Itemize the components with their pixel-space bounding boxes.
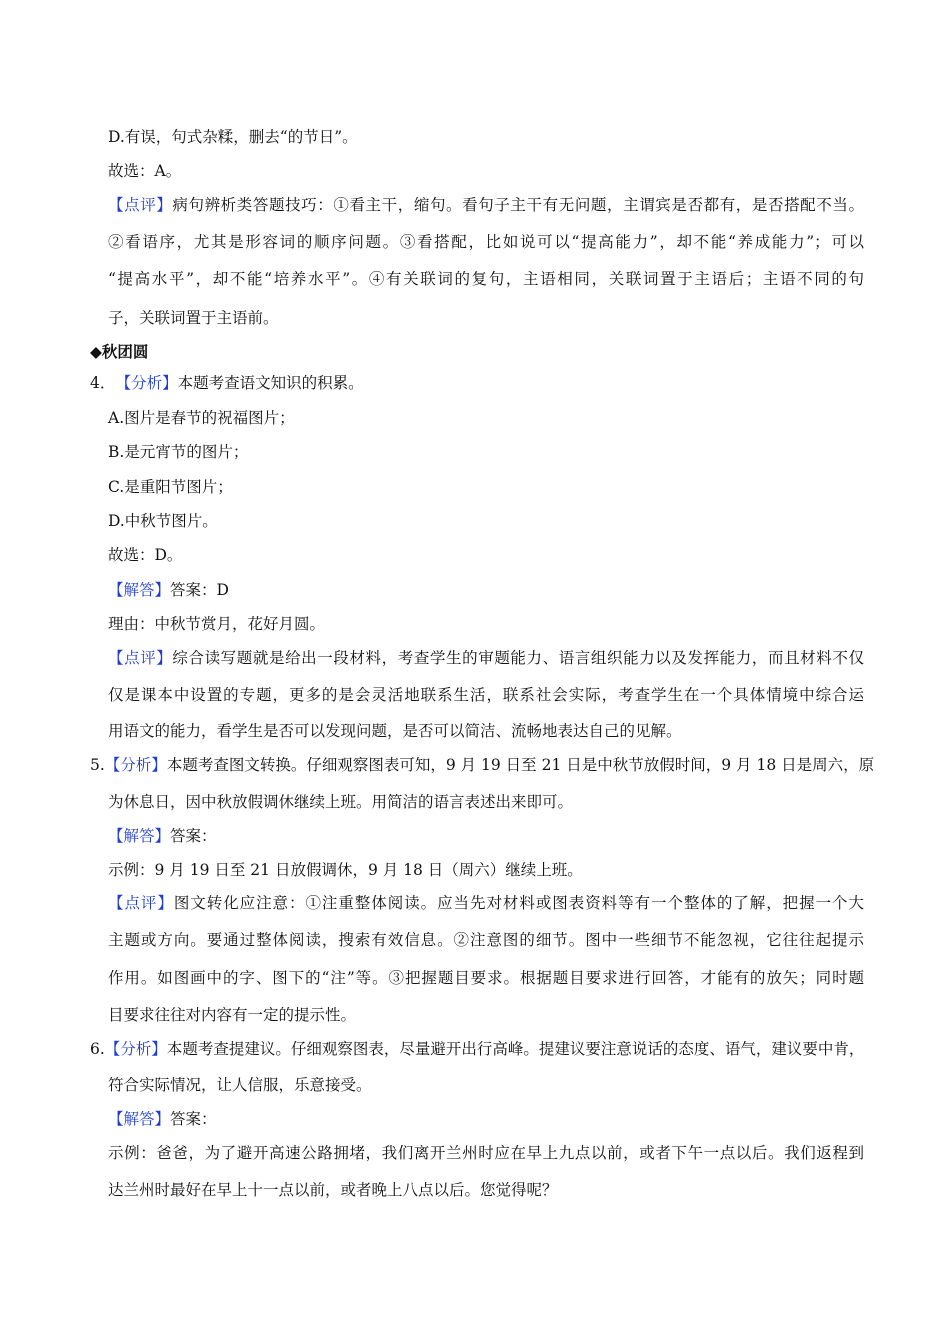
q6-analysis-line-2: 符合实际情况，让人信服，乐意接受。 (108, 1076, 372, 1094)
choose-answer: 故选：A。 (108, 162, 182, 180)
q6-analysis-line-1: 6.【分析】本题考查提建议。仔细观察图表，尽量避开出行高峰。提建议要注意说话的态度、语气，建议要中肯， (90, 1040, 865, 1058)
comment-line-4: 子，关联词置于主语前。 (108, 309, 279, 327)
q5-comment-line-3: 作用。如图画中的字、图下的“注”等。③把握题目要求。根据题目要求进行回答，才能有的放矢；同时题 (108, 969, 864, 987)
q6-example-line-1: 示例：爸爸，为了避开高速公路拥堵，我们离开兰州时应在早上九点以前，或者下午一点以后。我们返程到 (108, 1144, 864, 1162)
q6-number: 6. (90, 1040, 105, 1058)
q4-number: 4． (90, 374, 116, 392)
q5-analysis-line-2: 为休息日，因中秋放假调休继续上班。用简洁的语言表述出来即可。 (108, 793, 574, 811)
q5-analysis-line-1: 5.【分析】本题考查图文转换。仔细观察图表可知，9 月 19 日至 21 日是中秋节放假时间，9 月 18 日是周六，原 (90, 756, 875, 774)
q4-answer: 【解答】答案：D (108, 581, 229, 599)
q4-analysis: 4． 【分析】本题考查语文知识的积累。 (90, 374, 364, 392)
q4-comment-line-3: 用语文的能力，看学生是否可以发现问题，是否可以简洁、流畅地表达自己的见解。 (108, 722, 682, 740)
comment-line-3: “提高水平”，却不能“培养水平”。④有关联词的复句，主语相同，关联词置于主语后；主语不同的句 (108, 270, 864, 288)
q5-answer: 【解答】答案： (108, 827, 217, 845)
q4-choose: 故选：D。 (108, 546, 183, 564)
q6-example-line-2: 达兰州时最好在早上十一点以前，或者晚上八点以后。您觉得呢？ (108, 1181, 558, 1199)
q4-option-c: C.是重阳节图片； (108, 478, 233, 496)
section-title: ◆秋团圆 (90, 343, 149, 361)
comment-tag: 【点评】 (108, 894, 174, 912)
q5-comment-line-1: 【点评】图文转化应注意：①注重整体阅读。应当先对材料或图表资料等有一个整体的了解，把握一个大 (108, 894, 864, 912)
analysis-tag: 【分析】 (104, 756, 167, 774)
answer-tag: 【解答】 (108, 827, 171, 845)
q5-number: 5. (90, 756, 105, 774)
q4-option-a: A.图片是春节的祝福图片； (108, 409, 295, 427)
comment-line-2: ②看语序，尤其是形容词的顺序问题。③看搭配，比如说可以“提高能力”，却不能“养成能力”；可以 (108, 233, 864, 251)
answer-tag: 【解答】 (108, 1110, 171, 1128)
q4-comment-line-1: 【点评】综合读写题就是给出一段材料，考查学生的审题能力、语言组织能力以及发挥能力，而且材料不仅 (108, 649, 864, 667)
comment-tag: 【点评】 (108, 196, 173, 214)
q6-answer: 【解答】答案： (108, 1110, 217, 1128)
q4-option-d: D.中秋节图片。 (108, 512, 218, 530)
analysis-tag: 【分析】 (104, 1040, 167, 1058)
option-d: D.有误，句式杂糅，删去“的节日”。 (108, 128, 358, 146)
q4-option-b: B.是元宵节的图片； (108, 443, 249, 461)
analysis-tag: 【分析】 (123, 374, 178, 392)
q4-reason: 理由：中秋节赏月，花好月圆。 (108, 615, 326, 633)
q4-comment-line-2: 仅是课本中设置的专题，更多的是会灵活地联系生活，联系社会实际，考查学生在一个具体情境中综合运 (108, 686, 864, 704)
q5-comment-line-4: 目要求往往对内容有一定的提示性。 (108, 1006, 357, 1024)
q5-comment-line-2: 主题或方向。要通过整体阅读，搜索有效信息。②注意图的细节。图中一些细节不能忽视，它往往起提示 (108, 931, 864, 949)
comment-line-1: 【点评】病句辨析类答题技巧：①看主干，缩句。看句子主干有无问题，主谓宾是否都有，是否搭配不当。 (108, 196, 864, 214)
answer-tag: 【解答】 (108, 581, 171, 599)
q5-example: 示例：9 月 19 日至 21 日放假调休，9 月 18 日（周六）继续上班。 (108, 861, 583, 879)
comment-tag: 【点评】 (108, 649, 173, 667)
